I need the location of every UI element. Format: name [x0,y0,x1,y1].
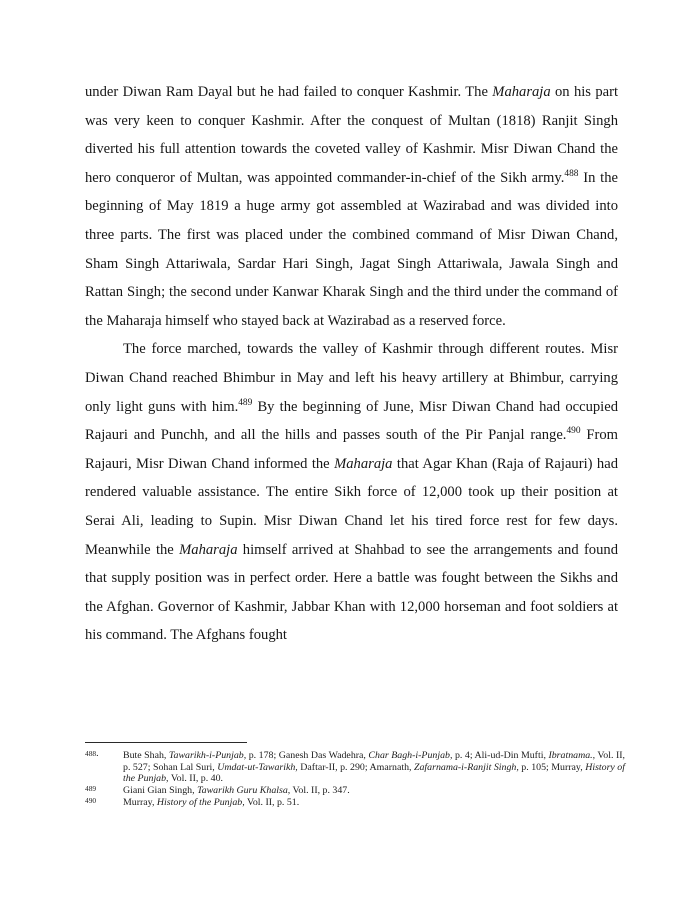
italic-title: Ibratnama., [548,750,596,761]
paragraph-march-to-kashmir: The force marched, towards the valley of Kashmir through different routes. Misr Diwan Chand reached Bhimbur in May and left his heavy artillery at Bhimbur, carrying only light guns with him.$^{489}$ By the beginning of June, Misr Diwan Chand had occupied Rajauri and Punchh, and all the hills and passes south of the Pir Panjal range.$^{490}$ From Rajauri, Misr Diwan Chand informed the Maharaja that Agar Khan (Raja of Rajauri) had rendered valuable assistance. The entire Sikh force of 12,000 took up their position at Serai Ali, leading to Supin. Misr Diwan Chand let his tired force rest for few days. Meanwhile the Maharaja himself arrived at Shahbad to see the arrangements and found that supply position was in perfect order. Here a battle was fought between the Sikhs and the Afghan. Governor of Kashmir, Jabbar Khan with 12,000 horseman and foot soldiers at his command. The Afghans fought [85,341,618,644]
italic-title: Char Bagh-i-Punjab, [368,750,453,761]
footnote-text-490: Murray, History of the Punjab, Vol. II, p. 51. [123,797,300,809]
italic-title: Tawarikh-i-Punjab, [168,750,247,761]
italic-title: Tawarikh Guru Khalsa, [197,785,291,797]
paragraph-kashmir-campaign: under Diwan Ram Dayal but he had failed to conquer Kashmir. The Maharaja on his part was very keen to conquer Kashmir. After the conquest of Multan (1818) Ranjit Singh diverted his full attention towards the coveted valley of Kashmir. Misr Diwan Chand the hero conqueror of Multan, was appointed commander-in-chief of the Sikh army.$^{488}$ In the beginning of May 1819 a huge army got assembled at Wazirabad and was divided into three parts. The first was placed under the combined command of Misr Diwan Chand, Sham Singh Attariwala, Sardar Hari Singh, Jagat Singh Attariwala, Jawala Singh and Rattan Singh; the second under Kanwar Kharak Singh and the third under the command of the Maharaja himself who stayed back at Wazirabad as a reserved force. [85,84,619,329]
page-text-column [85,78,618,650]
footnote-separator-rule [85,742,247,743]
footnote-text-488: Bute Shah, Tawarikh-i-Punjab, p. 178; Ganesh Das Wadehra, Char Bagh-i-Punjab, p. 4; Ali-ud-Din Mufti, Ibratnama., Vol. II, p. 527; Sohan Lal Suri, Umdat-ut-Tawarikh, Daftar-II, p. 290; Amarnath, Zafarnama-i-Ranjit Singh, p. 105; Murray, History of the Punjab, Vol. II, p. 40. [123,750,626,785]
footnote-489 [85,785,625,797]
footnote-area [85,742,625,809]
footnote-number-489: 489 [85,783,97,793]
footnote-number-suffix: . [96,747,99,759]
footnote-488 [85,747,626,785]
footnote-number-488: 488. [85,747,99,759]
footnote-list [85,747,626,809]
footnote-490 [85,797,625,809]
italic-title: Maharaja [492,84,551,100]
italic-title: Umdat-ut-Tawarikh, [217,761,298,773]
footnote-reference-490[interactable]: 490 [566,426,581,437]
footnote-reference-488[interactable]: 488 [564,168,579,179]
italic-title: History of the Punjab, [156,797,245,809]
italic-title: Maharaja [334,455,393,472]
body-paragraphs [85,78,618,650]
italic-title: History of the Punjab, [123,761,625,785]
italic-title: Maharaja [179,541,238,558]
footnote-text-489: Giani Gian Singh, Tawarikh Guru Khalsa, Vol. II, p. 347. [123,785,350,797]
footnote-reference-489[interactable]: 489 [238,397,253,408]
italic-title: Zafarnama-i-Ranjit Singh, [413,761,519,773]
footnote-number-490: 490 [85,795,97,805]
